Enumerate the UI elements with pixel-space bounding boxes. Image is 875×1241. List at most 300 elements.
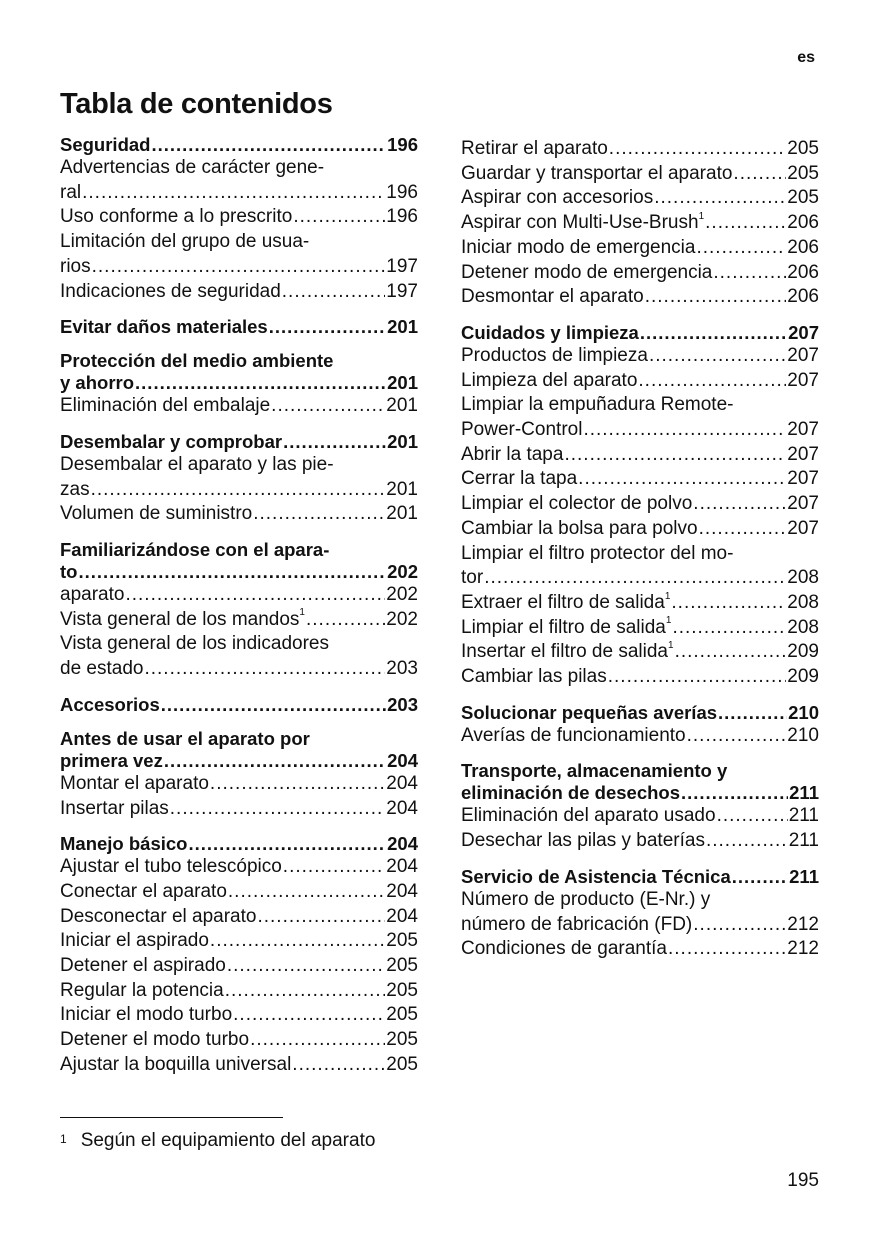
toc-entry[interactable] xyxy=(60,855,418,880)
dot-leader xyxy=(640,322,787,344)
toc-entry-row xyxy=(60,372,418,394)
toc-entry[interactable] xyxy=(60,453,418,502)
toc-entry-row xyxy=(461,937,819,962)
footnote-marker: 1 xyxy=(60,1132,67,1146)
toc-entry[interactable] xyxy=(461,542,819,591)
toc-entry-row xyxy=(60,502,418,527)
page-ref: 207 xyxy=(787,369,819,391)
toc-entry-text-line1: Limpiar el filtro protector del mo- xyxy=(461,542,734,564)
toc-entry-label: Eliminación del embalaje xyxy=(60,395,271,417)
toc-entry-text xyxy=(60,880,227,905)
toc-entry-row xyxy=(461,467,819,492)
toc-section xyxy=(60,833,418,1077)
page-ref: 212 xyxy=(787,913,819,935)
toc-entry[interactable] xyxy=(60,608,418,633)
dot-leader xyxy=(293,205,385,230)
toc-entry[interactable] xyxy=(60,156,418,205)
toc-entry-label: Desconectar el aparato xyxy=(60,905,257,927)
toc-heading[interactable] xyxy=(60,350,418,394)
toc-entry[interactable] xyxy=(461,829,819,854)
toc-entry-text xyxy=(60,694,160,716)
page-ref: 203 xyxy=(387,693,418,715)
dot-leader xyxy=(227,954,385,979)
toc-column-left xyxy=(60,134,418,1078)
toc-entry-row xyxy=(461,236,819,261)
toc-entry[interactable] xyxy=(461,517,819,542)
page-ref: 204 xyxy=(386,905,418,927)
toc-entry-label: Conectar el aparato xyxy=(60,880,227,902)
dot-leader xyxy=(82,181,385,206)
toc-entry-row xyxy=(60,657,418,682)
toc-entry[interactable] xyxy=(461,261,819,286)
toc-entry-label: Insertar el filtro de salida xyxy=(461,641,668,663)
page-ref: 207 xyxy=(787,419,819,441)
toc-entry[interactable] xyxy=(461,724,819,749)
dot-leader xyxy=(687,724,787,749)
page-ref: 203 xyxy=(386,658,418,680)
toc-entry-row xyxy=(461,591,819,616)
toc-entry[interactable] xyxy=(461,393,819,442)
toc-entry[interactable] xyxy=(461,369,819,394)
toc-entry-row xyxy=(461,782,819,804)
toc-entry-text xyxy=(60,280,281,305)
toc-entry-label: Cerrar la tapa xyxy=(461,468,578,490)
dot-leader xyxy=(144,657,385,682)
page-ref: 201 xyxy=(387,316,418,338)
toc-entry-label: Uso conforme a lo prescrito xyxy=(60,206,293,228)
page-ref: 205 xyxy=(386,955,418,977)
toc-entry[interactable] xyxy=(60,230,418,279)
page-ref: 208 xyxy=(787,591,819,613)
toc-entry-text xyxy=(60,855,282,880)
toc-entry-label: de estado xyxy=(60,658,144,680)
toc-entry-row xyxy=(60,134,418,156)
page-ref: 205 xyxy=(787,162,819,184)
toc-entry-label: Vista general de los mandos xyxy=(60,608,300,630)
dot-leader xyxy=(693,913,786,938)
toc-entry[interactable] xyxy=(60,632,418,681)
toc-entry-text xyxy=(60,431,282,453)
toc-entry-label: Desmontar el aparato xyxy=(461,286,644,308)
toc-section xyxy=(60,316,418,338)
toc-entry[interactable] xyxy=(60,979,418,1004)
toc-entry-row xyxy=(461,344,819,369)
footnote xyxy=(60,1130,375,1152)
toc-entry-label: Power-Control xyxy=(461,419,583,441)
toc-heading[interactable] xyxy=(60,316,418,338)
toc-entry-text xyxy=(60,583,124,608)
dot-leader xyxy=(718,702,787,724)
page-ref: 207 xyxy=(787,517,819,539)
toc-entry-row xyxy=(461,665,819,690)
toc-section xyxy=(60,431,418,527)
toc-entry-row xyxy=(60,431,418,453)
toc-entry-text-line1: Limpiar la empuñadura Remote- xyxy=(461,394,734,416)
toc-entry-row xyxy=(461,211,819,236)
toc-entry-label: Ajustar el tubo telescópico xyxy=(60,856,282,878)
toc-entry-row xyxy=(60,694,418,716)
toc-entry-row xyxy=(60,394,418,419)
toc-entry-row xyxy=(60,583,418,608)
toc-entry-label: ral xyxy=(60,181,82,203)
toc-entry[interactable] xyxy=(60,1028,418,1053)
dot-leader xyxy=(609,137,787,162)
footnote-ref: 1 xyxy=(698,210,705,222)
page-ref: 207 xyxy=(788,321,819,343)
footnote-ref: 1 xyxy=(668,640,674,652)
toc-entry-text-line1: Limitación del grupo de usua- xyxy=(60,231,310,253)
dot-leader xyxy=(292,1053,385,1078)
dot-leader xyxy=(645,285,787,310)
toc-entry-text xyxy=(461,236,695,261)
toc-entry-label: Limpieza del aparato xyxy=(461,369,638,391)
dot-leader xyxy=(269,316,386,338)
toc-entry[interactable] xyxy=(461,492,819,517)
dot-leader xyxy=(170,797,386,822)
toc-entry-text xyxy=(60,255,91,280)
page-ref: 207 xyxy=(787,344,819,366)
toc-entry-row xyxy=(461,285,819,310)
dot-leader xyxy=(672,616,786,641)
toc-entry-row xyxy=(461,702,819,724)
dot-leader xyxy=(696,236,786,261)
toc-entry-row xyxy=(60,905,418,930)
toc-entry-row xyxy=(60,833,418,855)
dot-leader xyxy=(135,372,386,394)
toc-entry-text xyxy=(461,418,582,443)
toc-entry-text xyxy=(60,502,252,527)
dot-leader xyxy=(713,261,786,286)
toc-entry[interactable] xyxy=(60,1003,418,1028)
toc-entry-text xyxy=(60,372,134,394)
toc-entry-text xyxy=(461,369,637,394)
toc-entry-label: Condiciones de garantía xyxy=(461,938,667,960)
toc-section xyxy=(60,694,418,716)
page-ref: 206 xyxy=(787,261,819,283)
toc-entry-row xyxy=(60,181,418,206)
toc-entry-text xyxy=(461,261,712,286)
toc-entry-text-line1: Advertencias de carácter gene- xyxy=(60,157,325,178)
dot-leader xyxy=(583,418,786,443)
dot-leader xyxy=(164,750,386,772)
toc-entry[interactable] xyxy=(461,616,819,641)
toc-entry-row xyxy=(461,616,819,641)
toc-entry[interactable] xyxy=(461,443,819,468)
toc-entry[interactable] xyxy=(60,905,418,930)
toc-entry-text xyxy=(60,134,150,156)
toc-entry-row xyxy=(60,205,418,230)
toc-column-right xyxy=(461,137,819,962)
toc-entry-label: primera vez xyxy=(60,749,163,771)
toc-entry-label: Eliminación del aparato usado xyxy=(461,805,716,827)
toc-entry-row xyxy=(60,880,418,905)
toc-heading[interactable] xyxy=(461,760,819,804)
toc-entry-text xyxy=(461,137,608,162)
toc-entry-text xyxy=(60,772,209,797)
toc-entry[interactable] xyxy=(461,937,819,962)
toc-entry-text xyxy=(60,833,187,855)
dot-leader xyxy=(125,583,385,608)
page-title: Tabla de contenidos xyxy=(60,88,333,120)
dot-leader xyxy=(282,280,386,305)
toc-entry-text xyxy=(461,665,607,690)
toc-entry-label: Guardar y transportar el aparato xyxy=(461,162,733,184)
toc-entry-text xyxy=(60,750,163,772)
toc-section xyxy=(461,760,819,853)
toc-entry-label: Extraer el filtro de salida xyxy=(461,591,665,613)
toc-section xyxy=(60,728,418,821)
footnote-text: Según el equipamiento del aparato xyxy=(80,1130,376,1151)
toc-entry-row xyxy=(60,1003,418,1028)
toc-entry[interactable] xyxy=(60,205,418,230)
toc-entry-row xyxy=(60,1028,418,1053)
toc-entry-text xyxy=(60,181,81,206)
dot-leader xyxy=(484,566,786,591)
dot-leader xyxy=(693,492,786,517)
footnote-ref: 1 xyxy=(665,615,672,627)
toc-entry[interactable] xyxy=(461,804,819,829)
toc-heading[interactable] xyxy=(461,702,819,724)
page-ref: 209 xyxy=(787,666,819,688)
page-ref: 211 xyxy=(789,782,819,804)
toc-entry-text xyxy=(461,186,653,211)
toc-entry[interactable] xyxy=(60,583,418,608)
toc-entry[interactable] xyxy=(60,502,418,527)
toc-entry-text xyxy=(461,566,483,591)
toc-entry-text xyxy=(461,591,670,616)
toc-entry-text-line1: Protección del medio ambiente xyxy=(60,350,334,372)
toc-entry-text xyxy=(60,797,169,822)
toc-entry-text-line1: Antes de usar el aparato por xyxy=(60,727,310,749)
toc-entry-label: Volumen de suministro xyxy=(60,503,253,525)
toc-entry[interactable] xyxy=(461,186,819,211)
toc-entry[interactable] xyxy=(461,137,819,162)
toc-entry-label: Aspirar con Multi-Use-Brush xyxy=(461,212,699,234)
toc-entry-label: Servicio de Asistencia Técnica xyxy=(461,865,731,887)
toc-entry-text xyxy=(461,913,692,938)
toc-entry-row xyxy=(60,255,418,280)
toc-entry-text xyxy=(461,162,732,187)
toc-entry-row xyxy=(461,724,819,749)
toc-entry[interactable] xyxy=(60,797,418,822)
toc-entry-text xyxy=(60,905,256,930)
dot-leader xyxy=(638,369,786,394)
toc-heading[interactable] xyxy=(60,431,418,453)
language-code: es xyxy=(797,49,815,66)
dot-leader xyxy=(699,517,787,542)
page-ref: 204 xyxy=(387,749,418,771)
page-ref: 210 xyxy=(787,724,819,746)
toc-entry-text xyxy=(461,702,717,724)
toc-entry-text xyxy=(60,954,226,979)
toc-entry-row xyxy=(60,280,418,305)
page-ref: 204 xyxy=(386,772,418,794)
footnote-ref: 1 xyxy=(299,607,305,619)
page-ref: 196 xyxy=(387,134,418,155)
toc-heading[interactable] xyxy=(60,539,418,583)
toc-entry-label: Desechar las pilas y baterías xyxy=(461,830,705,852)
toc-entry-text xyxy=(461,866,731,888)
toc-entry-row xyxy=(60,772,418,797)
toc-entry-text xyxy=(461,322,639,344)
toc-heading[interactable] xyxy=(60,694,418,716)
toc-entry[interactable] xyxy=(461,162,819,187)
page-ref: 201 xyxy=(386,395,418,417)
toc-entry-text xyxy=(461,492,692,517)
toc-heading[interactable] xyxy=(461,322,819,344)
toc-entry-label: y ahorro xyxy=(60,372,135,394)
toc-entry[interactable] xyxy=(461,236,819,261)
toc-entry-label: Iniciar el aspirado xyxy=(60,930,209,952)
toc-entry-text xyxy=(461,517,698,542)
dot-leader xyxy=(681,782,788,804)
toc-entry-label: Detener el aspirado xyxy=(60,955,226,977)
toc-entry-label: Aspirar con accesorios xyxy=(461,187,654,209)
toc-entry-label: Averías de funcionamiento xyxy=(461,724,686,746)
toc-section xyxy=(461,137,819,310)
toc-entry-text xyxy=(461,724,686,749)
toc-entry-text xyxy=(461,211,704,236)
page-ref: 196 xyxy=(386,181,418,203)
toc-heading[interactable] xyxy=(461,866,819,888)
page-ref: 208 xyxy=(787,616,819,638)
page-ref: 205 xyxy=(386,1029,418,1051)
toc-entry[interactable] xyxy=(60,772,418,797)
page-ref: 204 xyxy=(387,833,418,855)
page-ref: 202 xyxy=(387,561,418,583)
toc-entry-label: Evitar daños materiales xyxy=(60,316,268,338)
page-ref: 208 xyxy=(787,567,819,589)
dot-leader xyxy=(717,804,788,829)
toc-entry-row xyxy=(60,797,418,822)
toc-entry-text xyxy=(461,285,644,310)
toc-entry[interactable] xyxy=(60,880,418,905)
toc-entry-label: Iniciar modo de emergencia xyxy=(461,236,696,258)
page-ref: 201 xyxy=(387,430,418,452)
toc-entry-label: Montar el aparato xyxy=(60,772,209,794)
page-ref: 211 xyxy=(788,805,819,827)
page-ref: 207 xyxy=(787,468,819,490)
dot-leader xyxy=(210,929,385,954)
toc-heading[interactable] xyxy=(60,728,418,772)
page-ref: 204 xyxy=(386,856,418,878)
toc-entry-label: zas xyxy=(60,478,90,500)
toc-entry-row xyxy=(60,478,418,503)
toc-entry-text xyxy=(60,394,270,419)
toc-heading[interactable] xyxy=(60,833,418,855)
toc-entry-row xyxy=(461,492,819,517)
toc-entry-text xyxy=(461,443,563,468)
toc-entry-label: Iniciar el modo turbo xyxy=(60,1004,233,1026)
toc-entry-text xyxy=(60,929,209,954)
toc-entry-label: Detener el modo turbo xyxy=(60,1029,250,1051)
toc-entry[interactable] xyxy=(60,394,418,419)
toc-entry-text xyxy=(461,616,671,641)
toc-entry-text xyxy=(461,344,648,369)
toc-entry-label: Desembalar y comprobar xyxy=(60,430,283,452)
toc-entry-label: Manejo básico xyxy=(60,833,188,855)
toc-entry-row xyxy=(60,316,418,338)
page-ref: 207 xyxy=(787,443,819,465)
toc-entry-text xyxy=(461,804,716,829)
toc-entry[interactable] xyxy=(60,280,418,305)
toc-entry[interactable] xyxy=(461,888,819,937)
dot-leader xyxy=(306,608,385,633)
toc-entry-row xyxy=(60,750,418,772)
dot-leader xyxy=(257,905,385,930)
toc-section xyxy=(461,322,819,690)
page-ref: 211 xyxy=(789,865,819,887)
page-ref: 202 xyxy=(386,584,418,606)
toc-entry-label: rios xyxy=(60,255,91,277)
toc-entry-row xyxy=(461,829,819,854)
toc-entry-row xyxy=(461,137,819,162)
toc-entry-text xyxy=(60,316,268,338)
page-ref: 205 xyxy=(386,979,418,1001)
toc-entry-text xyxy=(461,467,577,492)
page-ref: 201 xyxy=(386,478,418,500)
toc-entry[interactable] xyxy=(461,211,819,236)
toc-entry-label: Ajustar la boquilla universal xyxy=(60,1053,292,1075)
toc-section xyxy=(60,350,418,419)
toc-entry-label: Detener modo de emergencia xyxy=(461,261,713,283)
toc-section xyxy=(461,866,819,962)
toc-entry-row xyxy=(60,929,418,954)
page-ref: 202 xyxy=(386,608,418,630)
toc-entry[interactable] xyxy=(461,344,819,369)
dot-leader xyxy=(578,467,786,492)
toc-entry-row xyxy=(461,418,819,443)
toc-entry-label: tor xyxy=(461,567,484,589)
dot-leader xyxy=(161,694,386,716)
toc-entry[interactable] xyxy=(461,285,819,310)
toc-entry[interactable] xyxy=(60,929,418,954)
toc-entry[interactable] xyxy=(461,467,819,492)
toc-entry-text xyxy=(461,829,705,854)
dot-leader xyxy=(671,591,786,616)
toc-entry-label: Solucionar pequeñas averías xyxy=(461,701,718,723)
page-ref: 212 xyxy=(787,938,819,960)
toc-entry-text-line1: Vista general de los indicadores xyxy=(60,633,329,655)
page-ref: 201 xyxy=(386,503,418,525)
toc-entry-row xyxy=(461,517,819,542)
toc-entry[interactable] xyxy=(60,954,418,979)
dot-leader xyxy=(564,443,786,468)
toc-entry-label: Regular la potencia xyxy=(60,979,224,1001)
toc-entry-label: Retirar el aparato xyxy=(461,138,608,159)
dot-leader xyxy=(733,162,786,187)
toc-entry-label: Abrir la tapa xyxy=(461,443,564,465)
page-ref: 205 xyxy=(787,138,819,159)
toc-entry-text xyxy=(60,1003,232,1028)
toc-entry[interactable] xyxy=(60,1053,418,1078)
toc-entry-row xyxy=(461,162,819,187)
dot-leader xyxy=(654,186,786,211)
toc-entry[interactable] xyxy=(461,665,819,690)
toc-entry-row xyxy=(461,186,819,211)
dot-leader xyxy=(732,866,788,888)
toc-heading[interactable] xyxy=(60,134,418,156)
toc-entry[interactable] xyxy=(461,640,819,665)
toc-entry-text xyxy=(60,478,90,503)
dot-leader xyxy=(253,502,385,527)
page-ref: 205 xyxy=(386,930,418,952)
dot-leader xyxy=(233,1003,385,1028)
toc-entry-row xyxy=(461,640,819,665)
toc-entry-text xyxy=(60,1053,291,1078)
page-ref: 209 xyxy=(787,641,819,663)
toc-entry[interactable] xyxy=(461,591,819,616)
